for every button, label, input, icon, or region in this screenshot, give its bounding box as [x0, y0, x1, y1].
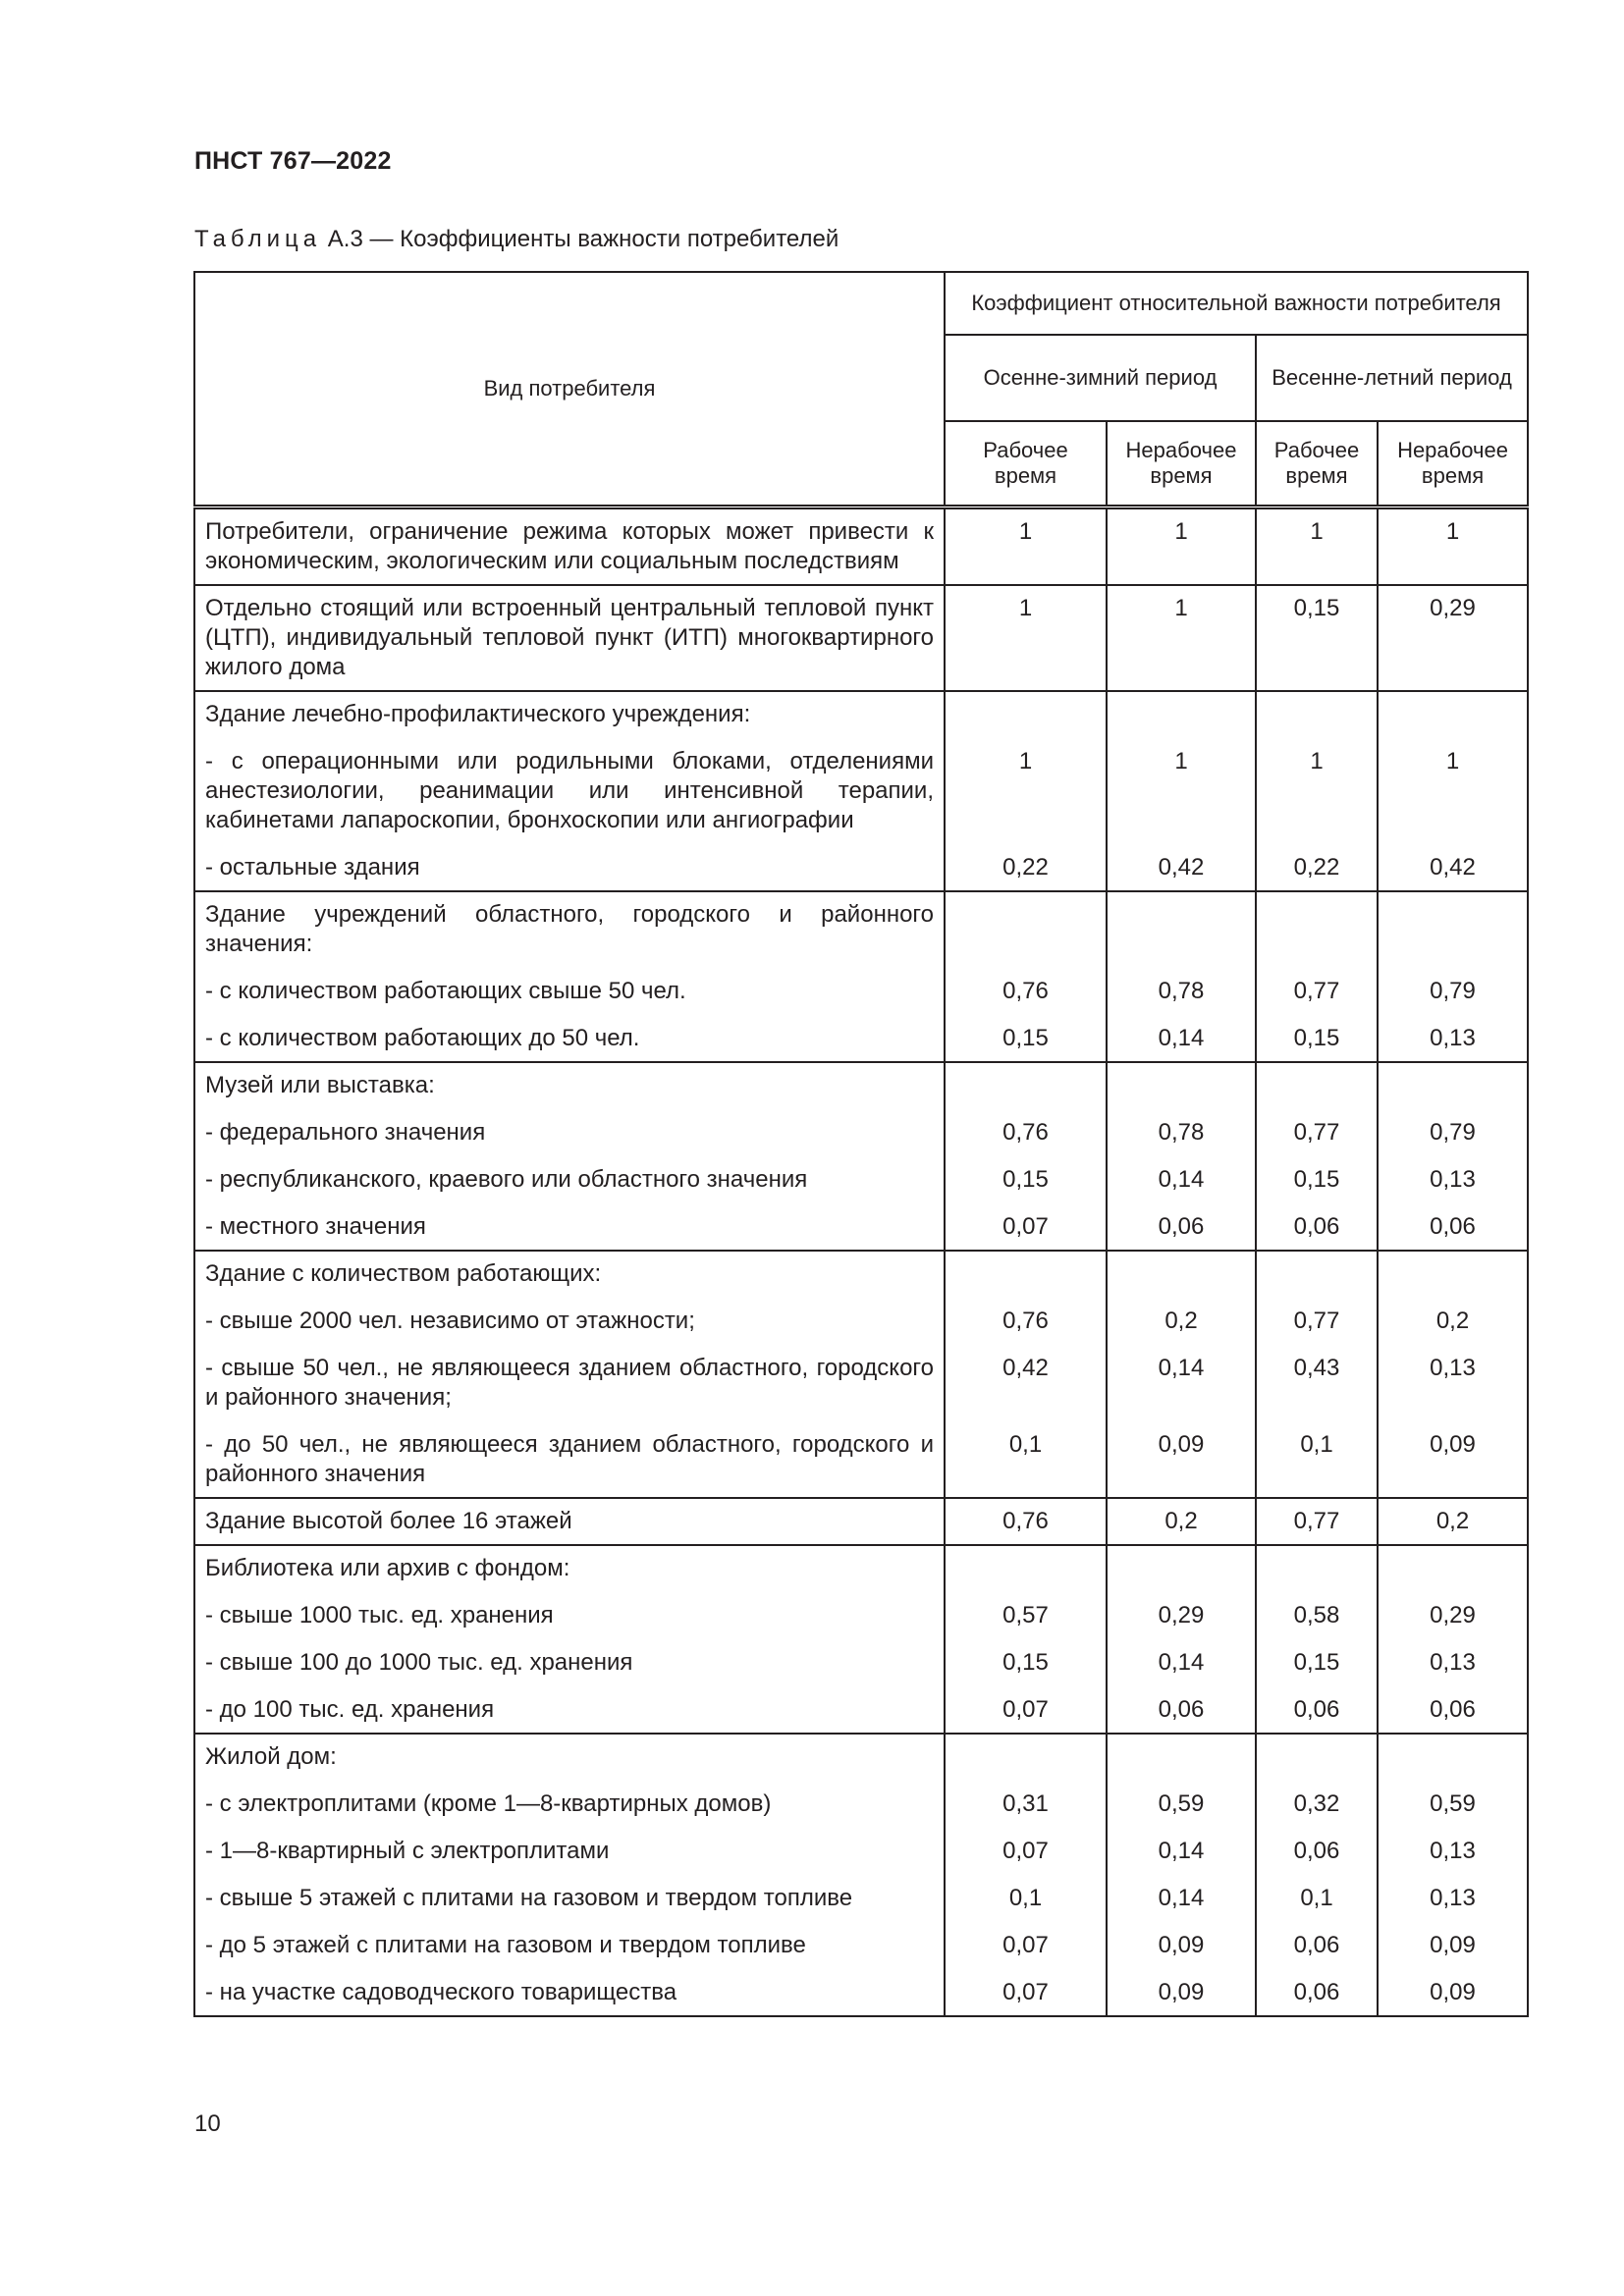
- coefficient-cell: 0,09: [1107, 1917, 1256, 1964]
- coefficient-cell: 0,13: [1378, 1823, 1528, 1870]
- coefficient-cell: 0,43: [1256, 1340, 1378, 1416]
- coefficient-cell: 0,42: [945, 1340, 1107, 1416]
- header-consumer-type: Вид потребителя: [194, 272, 945, 507]
- table-row: [194, 891, 1528, 963]
- consumer-name-cell: Здание высотой более 16 этажей: [194, 1498, 945, 1545]
- table-body: [194, 507, 1528, 2017]
- coefficient-cell: 0,29: [1107, 1587, 1256, 1634]
- table-row: [194, 1199, 1528, 1251]
- consumer-name-cell: - с электроплитами (кроме 1—8-квартирных домов): [194, 1776, 945, 1823]
- header-coefficient: Коэффициент относительной важности потребителя: [945, 272, 1528, 335]
- table-row: [194, 585, 1528, 691]
- table-row: [194, 1634, 1528, 1682]
- coefficient-cell: 0,06: [1256, 1964, 1378, 2016]
- coefficient-cell: 0,1: [1256, 1416, 1378, 1498]
- coefficient-cell: 1: [1378, 733, 1528, 839]
- coefficient-cell: 0,22: [1256, 839, 1378, 891]
- table-caption-prefix: Таблица: [194, 226, 322, 252]
- coefficient-cell: 0,2: [1378, 1293, 1528, 1340]
- table-row: [194, 1062, 1528, 1104]
- coefficient-cell: 0,09: [1107, 1964, 1256, 2016]
- coefficient-cell: 0,15: [945, 1151, 1107, 1199]
- consumer-name-cell: - остальные здания: [194, 839, 945, 891]
- coefficient-cell: [945, 691, 1107, 733]
- coefficient-cell: 0,15: [1256, 585, 1378, 691]
- coefficient-cell: 0,07: [945, 1964, 1107, 2016]
- table-row: [194, 1010, 1528, 1062]
- header-period-autumn-winter: Осенне-зимний период: [945, 335, 1256, 421]
- coefficient-cell: 0,09: [1378, 1917, 1528, 1964]
- coefficient-cell: [1256, 1062, 1378, 1104]
- coefficient-cell: 0,13: [1378, 1870, 1528, 1917]
- coefficient-cell: 0,58: [1256, 1587, 1378, 1634]
- coefficient-cell: 0,07: [945, 1823, 1107, 1870]
- coefficient-cell: 0,79: [1378, 1104, 1528, 1151]
- coefficient-cell: 0,59: [1378, 1776, 1528, 1823]
- table-row: [194, 839, 1528, 891]
- coefficient-cell: 0,22: [945, 839, 1107, 891]
- coefficient-cell: 0,06: [1107, 1199, 1256, 1251]
- table-row: [194, 1587, 1528, 1634]
- coefficient-cell: 0,77: [1256, 1104, 1378, 1151]
- coefficient-cell: 1: [945, 733, 1107, 839]
- coefficient-cell: [1256, 1251, 1378, 1293]
- coefficient-cell: [1107, 1545, 1256, 1587]
- coefficient-cell: 0,2: [1107, 1498, 1256, 1545]
- consumer-name-cell: - с количеством работающих до 50 чел.: [194, 1010, 945, 1062]
- table-row: [194, 1682, 1528, 1734]
- coefficient-cell: 0,77: [1256, 1498, 1378, 1545]
- coefficient-cell: [1256, 1545, 1378, 1587]
- coefficient-cell: 0,07: [945, 1917, 1107, 1964]
- consumer-name-cell: - до 50 чел., не являющееся зданием областного, городского и районного значения: [194, 1416, 945, 1498]
- consumer-name-cell: - на участке садоводческого товарищества: [194, 1964, 945, 2016]
- coefficient-cell: 0,78: [1107, 1104, 1256, 1151]
- table-row: [194, 1734, 1528, 1776]
- coefficient-cell: 0,14: [1107, 1870, 1256, 1917]
- coefficient-cell: [945, 1062, 1107, 1104]
- coefficient-cell: 0,14: [1107, 1823, 1256, 1870]
- table-row: [194, 1416, 1528, 1498]
- coefficient-cell: 0,14: [1107, 1634, 1256, 1682]
- consumer-name-cell: - с количеством работающих свыше 50 чел.: [194, 963, 945, 1010]
- coefficient-cell: 0,09: [1378, 1964, 1528, 2016]
- coefficient-cell: 0,06: [1256, 1917, 1378, 1964]
- header-work-time: Рабочее время: [945, 421, 1107, 507]
- header-non-work-time: Нерабочее время: [1378, 421, 1528, 507]
- coefficient-cell: [1256, 691, 1378, 733]
- coefficient-cell: 0,77: [1256, 963, 1378, 1010]
- coefficient-cell: 0,06: [1378, 1199, 1528, 1251]
- coefficient-cell: 0,15: [1256, 1151, 1378, 1199]
- coefficient-cell: 0,13: [1378, 1340, 1528, 1416]
- table-row: [194, 963, 1528, 1010]
- consumer-name-cell: Библиотека или архив с фондом:: [194, 1545, 945, 1587]
- header-period-spring-summer: Весенне-летний период: [1256, 335, 1528, 421]
- coefficient-cell: [945, 1545, 1107, 1587]
- coefficient-cell: 1: [1107, 507, 1256, 586]
- table-row: [194, 1293, 1528, 1340]
- coefficient-cell: 0,15: [1256, 1634, 1378, 1682]
- consumer-name-cell: Здание учреждений областного, городского и районного значения:: [194, 891, 945, 963]
- coefficient-cell: 0,57: [945, 1587, 1107, 1634]
- coefficient-cell: [1107, 1062, 1256, 1104]
- consumer-importance-table: [193, 271, 1529, 2017]
- coefficient-cell: 0,15: [1256, 1010, 1378, 1062]
- coefficient-cell: 1: [1256, 733, 1378, 839]
- consumer-name-cell: Музей или выставка:: [194, 1062, 945, 1104]
- coefficient-cell: 0,06: [1256, 1199, 1378, 1251]
- coefficient-cell: 0,14: [1107, 1151, 1256, 1199]
- coefficient-cell: [1378, 1734, 1528, 1776]
- consumer-name-cell: - с операционными или родильными блоками, отделениями анестезиологии, реанимации или интенсивной терапии, кабинетами лапароскопии, бронхоскопии или ангиографии: [194, 733, 945, 839]
- coefficient-cell: 0,15: [945, 1634, 1107, 1682]
- coefficient-cell: 0,76: [945, 1104, 1107, 1151]
- consumer-name-cell: - свыше 2000 чел. независимо от этажности;: [194, 1293, 945, 1340]
- coefficient-cell: 0,06: [1256, 1682, 1378, 1734]
- table-row: [194, 1917, 1528, 1964]
- coefficient-cell: 1: [1256, 507, 1378, 586]
- table-caption-text: А.3 — Коэффициенты важности потребителей: [321, 226, 839, 252]
- coefficient-cell: 0,09: [1378, 1416, 1528, 1498]
- header-work-time: Рабочее время: [1256, 421, 1378, 507]
- consumer-name-cell: - республиканского, краевого или областного значения: [194, 1151, 945, 1199]
- page-number: 10: [194, 2110, 221, 2137]
- table-row: [194, 1964, 1528, 2016]
- consumer-name-cell: Потребители, ограничение режима которых может привести к экономическим, экологическим или социальным последствиям: [194, 507, 945, 586]
- coefficient-cell: 0,76: [945, 1498, 1107, 1545]
- coefficient-cell: 0,29: [1378, 1587, 1528, 1634]
- coefficient-cell: [945, 1251, 1107, 1293]
- consumer-name-cell: Здание лечебно-профилактического учреждения:: [194, 691, 945, 733]
- coefficient-cell: 1: [945, 585, 1107, 691]
- consumer-name-cell: - 1—8-квартирный с электроплитами: [194, 1823, 945, 1870]
- consumer-name-cell: - свыше 1000 тыс. ед. хранения: [194, 1587, 945, 1634]
- coefficient-cell: 0,13: [1378, 1151, 1528, 1199]
- coefficient-cell: 0,09: [1107, 1416, 1256, 1498]
- coefficient-cell: 0,78: [1107, 963, 1256, 1010]
- consumer-name-cell: Здание с количеством работающих:: [194, 1251, 945, 1293]
- table-row: [194, 1498, 1528, 1545]
- coefficient-cell: 0,59: [1107, 1776, 1256, 1823]
- coefficient-cell: [1378, 891, 1528, 963]
- coefficient-cell: 0,06: [1107, 1682, 1256, 1734]
- document-code: ПНСТ 767—2022: [194, 147, 392, 175]
- coefficient-cell: 1: [945, 507, 1107, 586]
- coefficient-cell: 0,77: [1256, 1293, 1378, 1340]
- coefficient-cell: 0,32: [1256, 1776, 1378, 1823]
- table-row: [194, 1340, 1528, 1416]
- coefficient-cell: 0,07: [945, 1682, 1107, 1734]
- table-row: [194, 1151, 1528, 1199]
- coefficient-cell: [1107, 1734, 1256, 1776]
- table-row: [194, 1545, 1528, 1587]
- coefficient-cell: [1107, 1251, 1256, 1293]
- coefficient-cell: 0,06: [1378, 1682, 1528, 1734]
- coefficient-cell: 0,1: [945, 1870, 1107, 1917]
- coefficient-cell: [1107, 691, 1256, 733]
- consumer-name-cell: - федерального значения: [194, 1104, 945, 1151]
- header-non-work-time: Нерабочее время: [1107, 421, 1256, 507]
- coefficient-cell: 0,2: [1107, 1293, 1256, 1340]
- coefficient-cell: 1: [1107, 585, 1256, 691]
- consumer-name-cell: - свыше 100 до 1000 тыс. ед. хранения: [194, 1634, 945, 1682]
- consumer-name-cell: - местного значения: [194, 1199, 945, 1251]
- table-row: [194, 1251, 1528, 1293]
- consumer-name-cell: Отдельно стоящий или встроенный центральный тепловой пункт (ЦТП), индивидуальный тепловой пункт (ИТП) многоквартирного жилого дома: [194, 585, 945, 691]
- coefficient-cell: 0,31: [945, 1776, 1107, 1823]
- table-row: [194, 1104, 1528, 1151]
- table-row: [194, 1870, 1528, 1917]
- consumer-name-cell: - свыше 50 чел., не являющееся зданием областного, городского и районного значения;: [194, 1340, 945, 1416]
- coefficient-cell: 0,42: [1378, 839, 1528, 891]
- coefficient-cell: [1378, 691, 1528, 733]
- coefficient-cell: 0,79: [1378, 963, 1528, 1010]
- coefficient-cell: 0,29: [1378, 585, 1528, 691]
- table-row: [194, 733, 1528, 839]
- consumer-name-cell: Жилой дом:: [194, 1734, 945, 1776]
- table-row: [194, 691, 1528, 733]
- coefficient-cell: [945, 891, 1107, 963]
- table-row: [194, 507, 1528, 586]
- coefficient-cell: [945, 1734, 1107, 1776]
- consumer-name-cell: - до 5 этажей с плитами на газовом и твердом топливе: [194, 1917, 945, 1964]
- consumer-name-cell: - до 100 тыс. ед. хранения: [194, 1682, 945, 1734]
- coefficient-cell: 0,07: [945, 1199, 1107, 1251]
- coefficient-cell: [1256, 1734, 1378, 1776]
- coefficient-cell: 0,2: [1378, 1498, 1528, 1545]
- coefficient-cell: 0,1: [945, 1416, 1107, 1498]
- coefficient-cell: 0,14: [1107, 1340, 1256, 1416]
- table-caption: [194, 226, 839, 253]
- coefficient-cell: 1: [1378, 507, 1528, 586]
- coefficient-cell: 0,76: [945, 963, 1107, 1010]
- coefficient-cell: 1: [1107, 733, 1256, 839]
- table-row: [194, 1823, 1528, 1870]
- table-row: [194, 1776, 1528, 1823]
- coefficient-cell: [1378, 1062, 1528, 1104]
- coefficient-cell: 0,06: [1256, 1823, 1378, 1870]
- consumer-name-cell: - свыше 5 этажей с плитами на газовом и твердом топливе: [194, 1870, 945, 1917]
- coefficient-cell: 0,13: [1378, 1010, 1528, 1062]
- coefficient-cell: 0,15: [945, 1010, 1107, 1062]
- coefficient-cell: 0,42: [1107, 839, 1256, 891]
- coefficient-cell: 0,13: [1378, 1634, 1528, 1682]
- coefficient-cell: 0,1: [1256, 1870, 1378, 1917]
- coefficient-cell: [1378, 1251, 1528, 1293]
- coefficient-cell: [1256, 891, 1378, 963]
- coefficient-cell: [1107, 891, 1256, 963]
- coefficient-cell: [1378, 1545, 1528, 1587]
- coefficient-cell: 0,76: [945, 1293, 1107, 1340]
- coefficient-cell: 0,14: [1107, 1010, 1256, 1062]
